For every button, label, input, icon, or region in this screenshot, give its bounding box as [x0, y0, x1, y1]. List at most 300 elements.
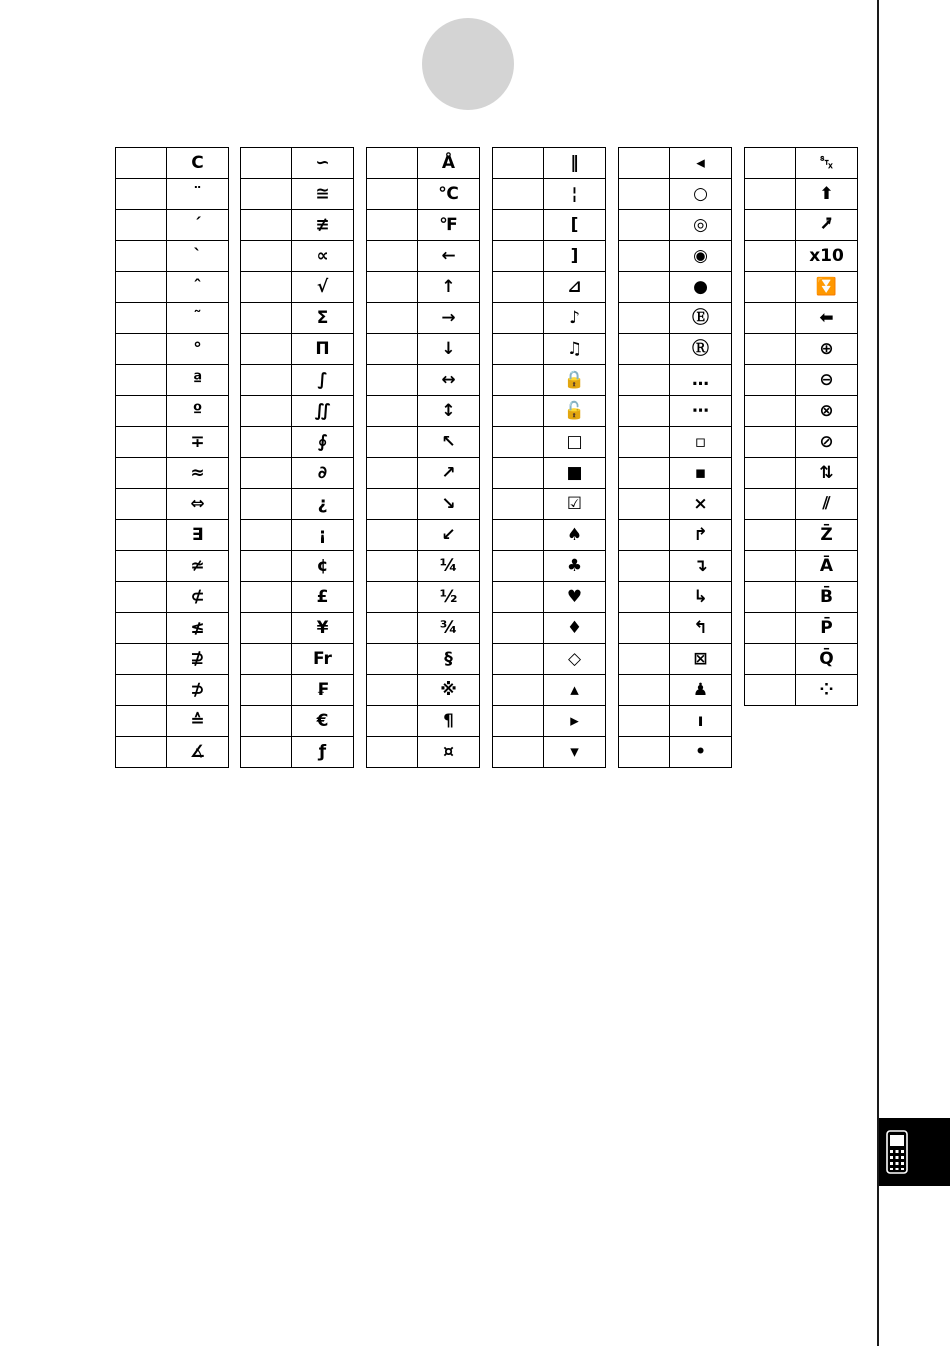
- character-code-cell: [493, 520, 544, 551]
- character-code-cell: [241, 458, 292, 489]
- character-glyph-cell: ↓: [418, 334, 480, 365]
- character-code-cell: [241, 551, 292, 582]
- table-row: [745, 489, 858, 520]
- character-glyph-cell: ⊄: [167, 582, 229, 613]
- character-glyph-cell: ☑: [544, 489, 606, 520]
- character-table-1: [115, 147, 229, 768]
- character-code-cell: [116, 458, 167, 489]
- character-code-cell: [619, 272, 670, 303]
- table-row: [619, 334, 732, 365]
- character-code-cell: [745, 148, 796, 179]
- table-row: [619, 179, 732, 210]
- character-code-cell: [241, 520, 292, 551]
- character-code-cell: [116, 520, 167, 551]
- table-row: [367, 427, 480, 458]
- table-row: [116, 551, 229, 582]
- character-code-cell: [116, 706, 167, 737]
- table-row: [241, 675, 354, 706]
- character-glyph-cell: ◎: [670, 210, 732, 241]
- table-row: [367, 551, 480, 582]
- character-glyph-cell: ¾: [418, 613, 480, 644]
- character-glyph-cell: ]: [544, 241, 606, 272]
- character-code-cell: [619, 582, 670, 613]
- character-glyph-cell: ≈: [167, 458, 229, 489]
- character-glyph-cell: ▪: [670, 458, 732, 489]
- character-glyph-cell: §: [418, 644, 480, 675]
- table-row: [116, 458, 229, 489]
- character-glyph-cell: Å: [418, 148, 480, 179]
- table-row: [367, 582, 480, 613]
- character-code-cell: [367, 520, 418, 551]
- character-code-cell: [367, 675, 418, 706]
- character-code-cell: [116, 179, 167, 210]
- table-row: [241, 427, 354, 458]
- character-glyph-cell: ■: [544, 458, 606, 489]
- table-row: [745, 427, 858, 458]
- character-code-cell: [241, 644, 292, 675]
- character-code-cell: [619, 303, 670, 334]
- character-code-cell: [241, 210, 292, 241]
- character-code-cell: [493, 303, 544, 334]
- character-glyph-cell: Ā: [796, 551, 858, 582]
- character-code-cell: [367, 551, 418, 582]
- table-row: [745, 334, 858, 365]
- character-code-cell: [745, 396, 796, 427]
- table-row: [116, 272, 229, 303]
- table-row: [619, 489, 732, 520]
- character-glyph-cell: ⋯: [670, 396, 732, 427]
- table-row: [493, 179, 606, 210]
- table-row: [116, 737, 229, 768]
- calculator-tab: [879, 1118, 950, 1186]
- character-glyph-cell: ∂: [292, 458, 354, 489]
- character-code-cell: [493, 737, 544, 768]
- character-glyph-cell: ∫: [292, 365, 354, 396]
- table-row: [367, 613, 480, 644]
- character-code-cell: [493, 272, 544, 303]
- character-code-cell: [241, 241, 292, 272]
- table-row: [116, 148, 229, 179]
- table-row: [116, 365, 229, 396]
- character-glyph-cell: ▫: [670, 427, 732, 458]
- character-glyph-cell: …: [670, 365, 732, 396]
- character-glyph-cell: ○: [670, 179, 732, 210]
- character-glyph-cell: ↗: [418, 458, 480, 489]
- character-glyph-cell: ½: [418, 582, 480, 613]
- character-glyph-cell: ↖: [418, 427, 480, 458]
- table-row: [116, 520, 229, 551]
- table-row: [241, 148, 354, 179]
- table-row: [367, 272, 480, 303]
- table-row: [367, 489, 480, 520]
- character-code-cell: [493, 396, 544, 427]
- character-code-cell: [493, 644, 544, 675]
- character-glyph-cell: ×: [670, 489, 732, 520]
- character-glyph-cell: ↕: [418, 396, 480, 427]
- character-glyph-cell: ▴: [544, 675, 606, 706]
- character-glyph-cell: Fr: [292, 644, 354, 675]
- character-glyph-cell: ※: [418, 675, 480, 706]
- table-row: [745, 582, 858, 613]
- character-code-cell: [745, 520, 796, 551]
- character-table-2: [240, 147, 354, 768]
- character-code-cell: [493, 427, 544, 458]
- table-row: [241, 551, 354, 582]
- table-row: [619, 427, 732, 458]
- table-row: [745, 458, 858, 489]
- character-code-cell: [367, 179, 418, 210]
- character-code-cell: [619, 551, 670, 582]
- character-code-cell: [745, 582, 796, 613]
- character-code-cell: [619, 675, 670, 706]
- character-code-cell: [493, 582, 544, 613]
- character-glyph-cell: ℃: [418, 179, 480, 210]
- table-row: [745, 520, 858, 551]
- table-row: [367, 706, 480, 737]
- character-glyph-cell: ª: [167, 365, 229, 396]
- table-row: [493, 334, 606, 365]
- character-code-cell: [367, 427, 418, 458]
- character-code-cell: [745, 334, 796, 365]
- character-glyph-cell: ¡: [292, 520, 354, 551]
- character-code-cell: [745, 613, 796, 644]
- character-code-cell: [493, 365, 544, 396]
- table-row: [619, 210, 732, 241]
- character-glyph-cell: ⭷: [796, 210, 858, 241]
- character-glyph-cell: ¤: [418, 737, 480, 768]
- character-glyph-cell: ♪: [544, 303, 606, 334]
- table-row: [493, 489, 606, 520]
- character-code-cell: [367, 272, 418, 303]
- table-row: [367, 241, 480, 272]
- character-code-cell: [367, 148, 418, 179]
- character-glyph-cell: ∽: [292, 148, 354, 179]
- character-glyph-cell: ▾: [544, 737, 606, 768]
- character-glyph-cell: ⊅: [167, 675, 229, 706]
- table-row: [367, 644, 480, 675]
- character-glyph-cell: ⊗: [796, 396, 858, 427]
- table-row: [367, 520, 480, 551]
- table-row: [241, 396, 354, 427]
- character-code-cell: [745, 458, 796, 489]
- character-code-cell: [493, 179, 544, 210]
- character-code-cell: [116, 644, 167, 675]
- table-row: [116, 427, 229, 458]
- character-glyph-cell: ♠: [544, 520, 606, 551]
- character-code-cell: [367, 210, 418, 241]
- table-row: [241, 706, 354, 737]
- table-row: [619, 582, 732, 613]
- character-glyph-cell: 🔓: [544, 396, 606, 427]
- character-glyph-cell: →: [418, 303, 480, 334]
- character-glyph-cell: ↘: [418, 489, 480, 520]
- table-row: [745, 551, 858, 582]
- character-glyph-cell: ˆ: [167, 272, 229, 303]
- character-table-6: [744, 147, 858, 706]
- table-row: [493, 148, 606, 179]
- table-row: [619, 551, 732, 582]
- character-table-3: [366, 147, 480, 768]
- table-row: [493, 241, 606, 272]
- table-row: [619, 396, 732, 427]
- character-glyph-cell: ¢: [292, 551, 354, 582]
- table-row: [367, 210, 480, 241]
- table-row: [116, 613, 229, 644]
- table-row: [367, 303, 480, 334]
- table-row: [367, 737, 480, 768]
- character-glyph-cell: ◇: [544, 644, 606, 675]
- character-code-cell: [745, 551, 796, 582]
- character-glyph-cell: ¿: [292, 489, 354, 520]
- character-code-cell: [493, 148, 544, 179]
- character-glyph-cell: ⬆: [796, 179, 858, 210]
- character-glyph-cell: ∬: [292, 396, 354, 427]
- table-row: [745, 303, 858, 334]
- character-code-cell: [241, 427, 292, 458]
- character-glyph-cell: ˜: [167, 303, 229, 334]
- table-row: [116, 303, 229, 334]
- table-row: [493, 396, 606, 427]
- table-row: [619, 148, 732, 179]
- character-glyph-cell: ∡: [167, 737, 229, 768]
- character-glyph-cell: ≄: [167, 551, 229, 582]
- character-glyph-cell: ‖: [544, 148, 606, 179]
- character-code-cell: [745, 644, 796, 675]
- table-row: [241, 737, 354, 768]
- character-glyph-cell: €: [292, 706, 354, 737]
- table-row: [745, 148, 858, 179]
- table-row: [493, 210, 606, 241]
- character-code-cell: [241, 365, 292, 396]
- character-glyph-cell: ◉: [670, 241, 732, 272]
- character-code-cell: [367, 303, 418, 334]
- table-row: [493, 427, 606, 458]
- character-code-cell: [619, 396, 670, 427]
- table-row: [116, 675, 229, 706]
- table-row: [745, 675, 858, 706]
- table-row: [619, 520, 732, 551]
- character-glyph-cell: ⊖: [796, 365, 858, 396]
- table-row: [116, 241, 229, 272]
- character-code-cell: [367, 241, 418, 272]
- character-code-cell: [116, 272, 167, 303]
- character-code-cell: [367, 458, 418, 489]
- character-code-cell: [241, 675, 292, 706]
- character-code-cell: [116, 365, 167, 396]
- character-code-cell: [116, 334, 167, 365]
- character-code-cell: [745, 241, 796, 272]
- character-code-cell: [241, 303, 292, 334]
- character-glyph-cell: ∓: [167, 427, 229, 458]
- character-code-cell: [367, 737, 418, 768]
- character-code-cell: [619, 427, 670, 458]
- calculator-icon: [886, 1130, 908, 1174]
- character-code-cell: [745, 675, 796, 706]
- table-row: [367, 334, 480, 365]
- character-code-cell: [619, 365, 670, 396]
- character-code-cell: [116, 396, 167, 427]
- character-code-cell: [493, 458, 544, 489]
- character-glyph-cell: Ⓔ: [670, 303, 732, 334]
- character-code-cell: [619, 706, 670, 737]
- character-glyph-cell: ♟: [670, 675, 732, 706]
- table-row: [367, 458, 480, 489]
- character-code-cell: [241, 148, 292, 179]
- character-glyph-cell: ℉: [418, 210, 480, 241]
- character-code-cell: [241, 334, 292, 365]
- character-glyph-cell: ≙: [167, 706, 229, 737]
- character-code-cell: [619, 334, 670, 365]
- character-code-cell: [619, 458, 670, 489]
- character-code-cell: [367, 706, 418, 737]
- table-row: [619, 644, 732, 675]
- character-table-4: [492, 147, 606, 768]
- character-glyph-cell: □: [544, 427, 606, 458]
- character-glyph-cell: ⇅: [796, 458, 858, 489]
- character-code-cell: [367, 396, 418, 427]
- character-glyph-cell: ⇔: [167, 489, 229, 520]
- table-row: [116, 210, 229, 241]
- character-glyph-cell: x10: [796, 241, 858, 272]
- character-code-cell: [745, 365, 796, 396]
- character-code-cell: [116, 551, 167, 582]
- character-glyph-cell: º: [167, 396, 229, 427]
- character-glyph-cell: ♫: [544, 334, 606, 365]
- table-row: [493, 272, 606, 303]
- character-glyph-cell: ↙: [418, 520, 480, 551]
- table-row: [745, 241, 858, 272]
- table-row: [241, 365, 354, 396]
- character-glyph-cell: ←: [418, 241, 480, 272]
- table-row: [493, 365, 606, 396]
- character-glyph-cell: ≢: [292, 210, 354, 241]
- character-glyph-cell: ⏬: [796, 272, 858, 303]
- table-row: [619, 272, 732, 303]
- character-code-cell: [116, 613, 167, 644]
- character-code-cell: [745, 179, 796, 210]
- character-code-cell: [745, 489, 796, 520]
- character-glyph-cell: ↳: [670, 582, 732, 613]
- character-glyph-cell: ∮: [292, 427, 354, 458]
- table-row: [367, 148, 480, 179]
- table-row: [116, 644, 229, 675]
- character-glyph-cell: √: [292, 272, 354, 303]
- table-row: [745, 365, 858, 396]
- character-code-cell: [745, 210, 796, 241]
- character-glyph-cell: ⬅: [796, 303, 858, 334]
- character-glyph-cell: `: [167, 241, 229, 272]
- character-glyph-cell: ↰: [670, 613, 732, 644]
- table-row: [619, 241, 732, 272]
- page-number-circle: [422, 18, 514, 110]
- table-row: [116, 582, 229, 613]
- table-row: [493, 303, 606, 334]
- character-glyph-cell: ¨: [167, 179, 229, 210]
- character-glyph-cell: ⊘: [796, 427, 858, 458]
- character-code-cell: [116, 241, 167, 272]
- character-glyph-cell: ≅: [292, 179, 354, 210]
- table-row: [241, 644, 354, 675]
- character-glyph-cell: ⊠: [670, 644, 732, 675]
- table-row: [241, 272, 354, 303]
- table-row: [367, 365, 480, 396]
- character-glyph-cell: Π: [292, 334, 354, 365]
- character-glyph-cell: ₣: [292, 675, 354, 706]
- character-glyph-cell: ⊿: [544, 272, 606, 303]
- character-code-cell: [241, 582, 292, 613]
- character-code-cell: [493, 706, 544, 737]
- character-code-cell: [493, 613, 544, 644]
- character-code-cell: [493, 241, 544, 272]
- character-code-cell: [116, 210, 167, 241]
- character-code-cell: [116, 427, 167, 458]
- character-glyph-cell: •: [670, 737, 732, 768]
- character-code-cell: [619, 520, 670, 551]
- character-code-cell: [745, 303, 796, 334]
- character-glyph-cell: ♣: [544, 551, 606, 582]
- character-glyph-cell: ↴: [670, 551, 732, 582]
- character-code-cell: [493, 210, 544, 241]
- table-row: [493, 613, 606, 644]
- character-glyph-cell: 🔒: [544, 365, 606, 396]
- character-glyph-cell: ´: [167, 210, 229, 241]
- character-glyph-cell: ƒ: [292, 737, 354, 768]
- character-glyph-cell: ↱: [670, 520, 732, 551]
- character-glyph-cell: [: [544, 210, 606, 241]
- character-glyph-cell: Z̄: [796, 520, 858, 551]
- table-row: [619, 303, 732, 334]
- character-code-cell: [241, 179, 292, 210]
- character-code-cell: [493, 334, 544, 365]
- character-glyph-cell: ␂: [796, 148, 858, 179]
- character-table-5: [618, 147, 732, 768]
- character-glyph-cell: ↑: [418, 272, 480, 303]
- table-row: [619, 365, 732, 396]
- table-row: [745, 613, 858, 644]
- character-glyph-cell: ◂: [670, 148, 732, 179]
- character-code-cell: [116, 489, 167, 520]
- character-code-cell: [745, 272, 796, 303]
- table-row: [745, 644, 858, 675]
- table-row: [619, 737, 732, 768]
- table-row: [493, 737, 606, 768]
- table-row: [493, 551, 606, 582]
- table-row: [493, 582, 606, 613]
- character-glyph-cell: ●: [670, 272, 732, 303]
- character-glyph-cell: ¼: [418, 551, 480, 582]
- table-row: [745, 210, 858, 241]
- character-code-cell: [619, 179, 670, 210]
- table-row: [367, 396, 480, 427]
- character-code-cell: [619, 737, 670, 768]
- character-code-cell: [241, 396, 292, 427]
- character-glyph-cell: ¶: [418, 706, 480, 737]
- table-row: [116, 706, 229, 737]
- character-code-cell: [493, 489, 544, 520]
- character-glyph-cell: £: [292, 582, 354, 613]
- table-row: [241, 613, 354, 644]
- character-glyph-cell: ⊕: [796, 334, 858, 365]
- character-code-cell: [367, 644, 418, 675]
- table-row: [241, 489, 354, 520]
- character-glyph-cell: ♥: [544, 582, 606, 613]
- table-row: [745, 396, 858, 427]
- character-glyph-cell: ¥: [292, 613, 354, 644]
- table-row: [493, 458, 606, 489]
- character-glyph-cell: P̄: [796, 613, 858, 644]
- character-glyph-cell: °: [167, 334, 229, 365]
- character-glyph-cell: ı: [670, 706, 732, 737]
